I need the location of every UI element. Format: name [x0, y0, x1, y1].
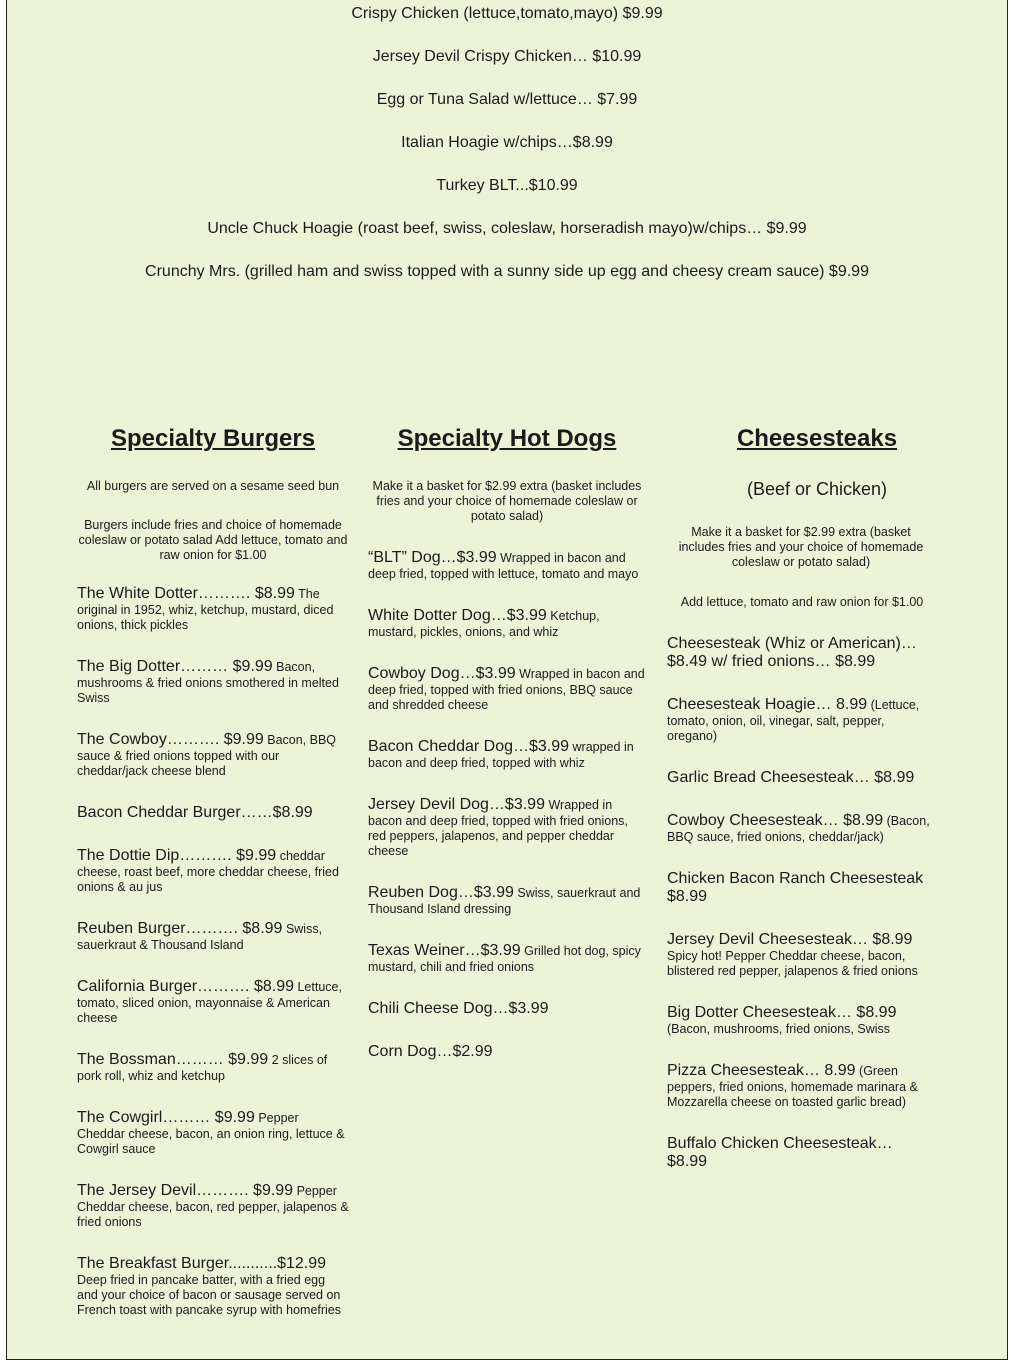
hotdog-item [368, 607, 648, 640]
item-description: (Green peppers, fried onions, homemade marinara & Mozzarella cheese on toasted garlic bread) [667, 1064, 918, 1109]
item-title-price: The Dottie Dip………. $9.99 [77, 847, 277, 864]
item-title-price: Jersey Devil Cheesesteak… $8.99 [667, 931, 913, 948]
item-title-price: The Big Dotter……… $9.99 [77, 658, 273, 675]
burger-item [77, 585, 349, 633]
item-title-price: The Jersey Devil………. $9.99 [77, 1182, 294, 1199]
item-title-price: Cowboy Cheesesteak… $8.99 [667, 812, 884, 829]
item-title-price: Cheesesteak (Whiz or American)… $8.49 w/ fried onions… $8.99 [667, 635, 917, 670]
cheesesteaks-heading: Cheesesteaks [736, 425, 898, 452]
cheesesteak-item [667, 1062, 932, 1110]
item-description: The original in 1952, whiz, ketchup, mustard, diced onions, thick pickles [77, 587, 334, 632]
top-menu-item: Jersey Devil Crispy Chicken… $10.99 [372, 48, 642, 65]
item-title-price: Jersey Devil Dog…$3.99 [368, 796, 545, 813]
hotdog-item [368, 665, 648, 713]
burgers-bun-note: All burgers are served on a sesame seed bun [86, 479, 340, 493]
item-description: (Lettuce, tomato, onion, oil, vinegar, salt, pepper, oregano) [667, 698, 920, 743]
hotdog-item [368, 796, 648, 859]
cheesesteaks-basket-note: Make it a basket for $2.99 extra (basket includes fries and your choice of homemade coleslaw or potato salad) [678, 525, 924, 569]
cheesesteaks-subheading: (Beef or Chicken) [746, 479, 888, 499]
hotdogs-basket-note: Make it a basket for $2.99 extra (basket includes fries and your choice of homemade coleslaw or potato salad) [372, 479, 642, 523]
cheesesteaks-addon-note: Add lettuce, tomato and raw onion for $1.00 [680, 595, 924, 609]
hotdog-item [368, 1043, 648, 1061]
burger-item [77, 920, 349, 953]
item-title-price: The Cowgirl……… $9.99 [77, 1109, 255, 1126]
item-title-price: Reuben Burger………. $8.99 [77, 920, 283, 937]
item-title-price: California Burger………. $8.99 [77, 978, 294, 995]
burger-item [77, 804, 349, 822]
item-title-price: White Dotter Dog…$3.99 [368, 607, 547, 624]
item-description: Pepper Cheddar cheese, bacon, an onion ring, lettuce & Cowgirl sauce [77, 1111, 345, 1156]
cheesesteak-item [667, 1135, 932, 1171]
item-title-price: Big Dotter Cheesesteak… $8.99 [667, 1004, 897, 1021]
burger-item [77, 731, 349, 779]
item-title-price: The Cowboy………. $9.99 [77, 731, 264, 748]
item-title-price: Bacon Cheddar Dog…$3.99 [368, 738, 570, 755]
hotdog-item [368, 884, 648, 917]
cheesesteaks-list [667, 635, 932, 1196]
item-title-price: Corn Dog…$2.99 [368, 1043, 493, 1060]
top-menu-item: Uncle Chuck Hoagie (roast beef, swiss, coleslaw, horseradish mayo)w/chips… $9.99 [207, 220, 807, 237]
burger-item [77, 1109, 349, 1157]
item-description: Wrapped in bacon and deep fried, topped with lettuce, tomato and mayo [368, 551, 639, 581]
cheesesteak-item [667, 931, 932, 979]
item-title-price: Reuben Dog…$3.99 [368, 884, 514, 901]
item-title-price: Garlic Bread Cheesesteak… $8.99 [667, 769, 915, 786]
item-description: Swiss, sauerkraut and Thousand Island dressing [368, 886, 641, 916]
hotdog-item [368, 1000, 648, 1018]
hotdogs-heading: Specialty Hot Dogs [397, 425, 617, 452]
cheesesteak-item [667, 635, 932, 671]
item-title-price: Texas Weiner…$3.99 [368, 942, 521, 959]
item-title-price: Bacon Cheddar Burger……$8.99 [77, 804, 313, 821]
item-description: cheddar cheese, roast beef, more cheddar cheese, fried onions & au jus [77, 849, 339, 894]
item-description: wrapped in bacon and deep fried, topped with whiz [368, 740, 634, 770]
cheesesteak-item [667, 812, 932, 845]
item-description: (Bacon, BBQ sauce, fried onions, cheddar/jack) [667, 814, 930, 844]
top-menu-item: Crunchy Mrs. (grilled ham and swiss topped with a sunny side up egg and cheesy cream sauce) $9.99 [145, 263, 869, 280]
burger-item [77, 978, 349, 1026]
burger-item [77, 847, 349, 895]
burgers-list [77, 585, 349, 1343]
cheesesteak-item [667, 769, 932, 787]
item-title-price: The Bossman……… $9.99 [77, 1051, 269, 1068]
item-title-price: Chili Cheese Dog…$3.99 [368, 1000, 549, 1017]
item-description: Bacon, mushrooms & fried onions smothered in melted Swiss [77, 660, 339, 705]
item-description: Ketchup, mustard, pickles, onions, and whiz [368, 609, 600, 639]
burger-item [77, 1255, 349, 1318]
item-title-price: The Breakfast Burger...........$12.99 [77, 1255, 327, 1272]
burgers-sides-note: Burgers include fries and choice of homemade coleslaw or potato salad Add lettuce, tomato and raw onion for $1.00 [78, 518, 348, 562]
top-menu-item: Turkey BLT...$10.99 [436, 177, 578, 194]
cheesesteak-item [667, 1004, 932, 1037]
item-description: Deep fried in pancake batter, with a fried egg and your choice of bacon or sausage served on French toast with pancake syrup with homefries [77, 1273, 342, 1317]
cheesesteak-item [667, 696, 932, 744]
item-title-price: Cowboy Dog…$3.99 [368, 665, 516, 682]
item-description: Wrapped in bacon and deep fried, topped with fried onions, red peppers, jalapenos, and pepper cheddar cheese [368, 798, 628, 858]
cheesesteak-item [667, 870, 932, 906]
item-title-price: Pizza Cheesesteak… 8.99 [667, 1062, 856, 1079]
top-menu-item: Crispy Chicken (lettuce,tomato,mayo) $9.99 [351, 5, 663, 22]
burger-item [77, 658, 349, 706]
top-menu-item: Italian Hoagie w/chips…$8.99 [401, 134, 613, 151]
item-title-price: Cheesesteak Hoagie… 8.99 [667, 696, 868, 713]
burger-item [77, 1051, 349, 1084]
hotdogs-list [368, 549, 648, 1086]
item-description: 2 slices of pork roll, whiz and ketchup [77, 1053, 328, 1083]
item-description: Pepper Cheddar cheese, bacon, red pepper, jalapenos & fried onions [77, 1184, 349, 1229]
hotdog-item [368, 942, 648, 975]
item-description: (Bacon, mushrooms, fried onions, Swiss [667, 1022, 891, 1036]
hotdog-item [368, 549, 648, 582]
item-description: Swiss, sauerkraut & Thousand Island [77, 922, 323, 952]
item-description: Lettuce, tomato, sliced onion, mayonnaise & American cheese [77, 980, 342, 1025]
item-description: Wrapped in bacon and deep fried, topped with fried onions, BBQ sauce and shredded cheese [368, 667, 645, 712]
top-menu-item: Egg or Tuna Salad w/lettuce… $7.99 [376, 91, 638, 108]
burgers-heading: Specialty Burgers [110, 425, 316, 452]
burger-item [77, 1182, 349, 1230]
item-description: Grilled hot dog, spicy mustard, chili and fried onions [368, 944, 641, 974]
item-description: Spicy hot! Pepper Cheddar cheese, bacon, blistered red pepper, jalapenos & fried onions [667, 949, 918, 978]
item-title-price: Buffalo Chicken Cheesesteak… $8.99 [667, 1135, 893, 1170]
hotdog-item [368, 738, 648, 771]
item-description: Bacon, BBQ sauce & fried onions topped with our cheddar/jack cheese blend [77, 733, 337, 778]
item-title-price: The White Dotter………. $8.99 [77, 585, 295, 602]
item-title-price: Chicken Bacon Ranch Cheesesteak $8.99 [667, 870, 924, 905]
item-title-price: “BLT” Dog…$3.99 [368, 549, 497, 566]
